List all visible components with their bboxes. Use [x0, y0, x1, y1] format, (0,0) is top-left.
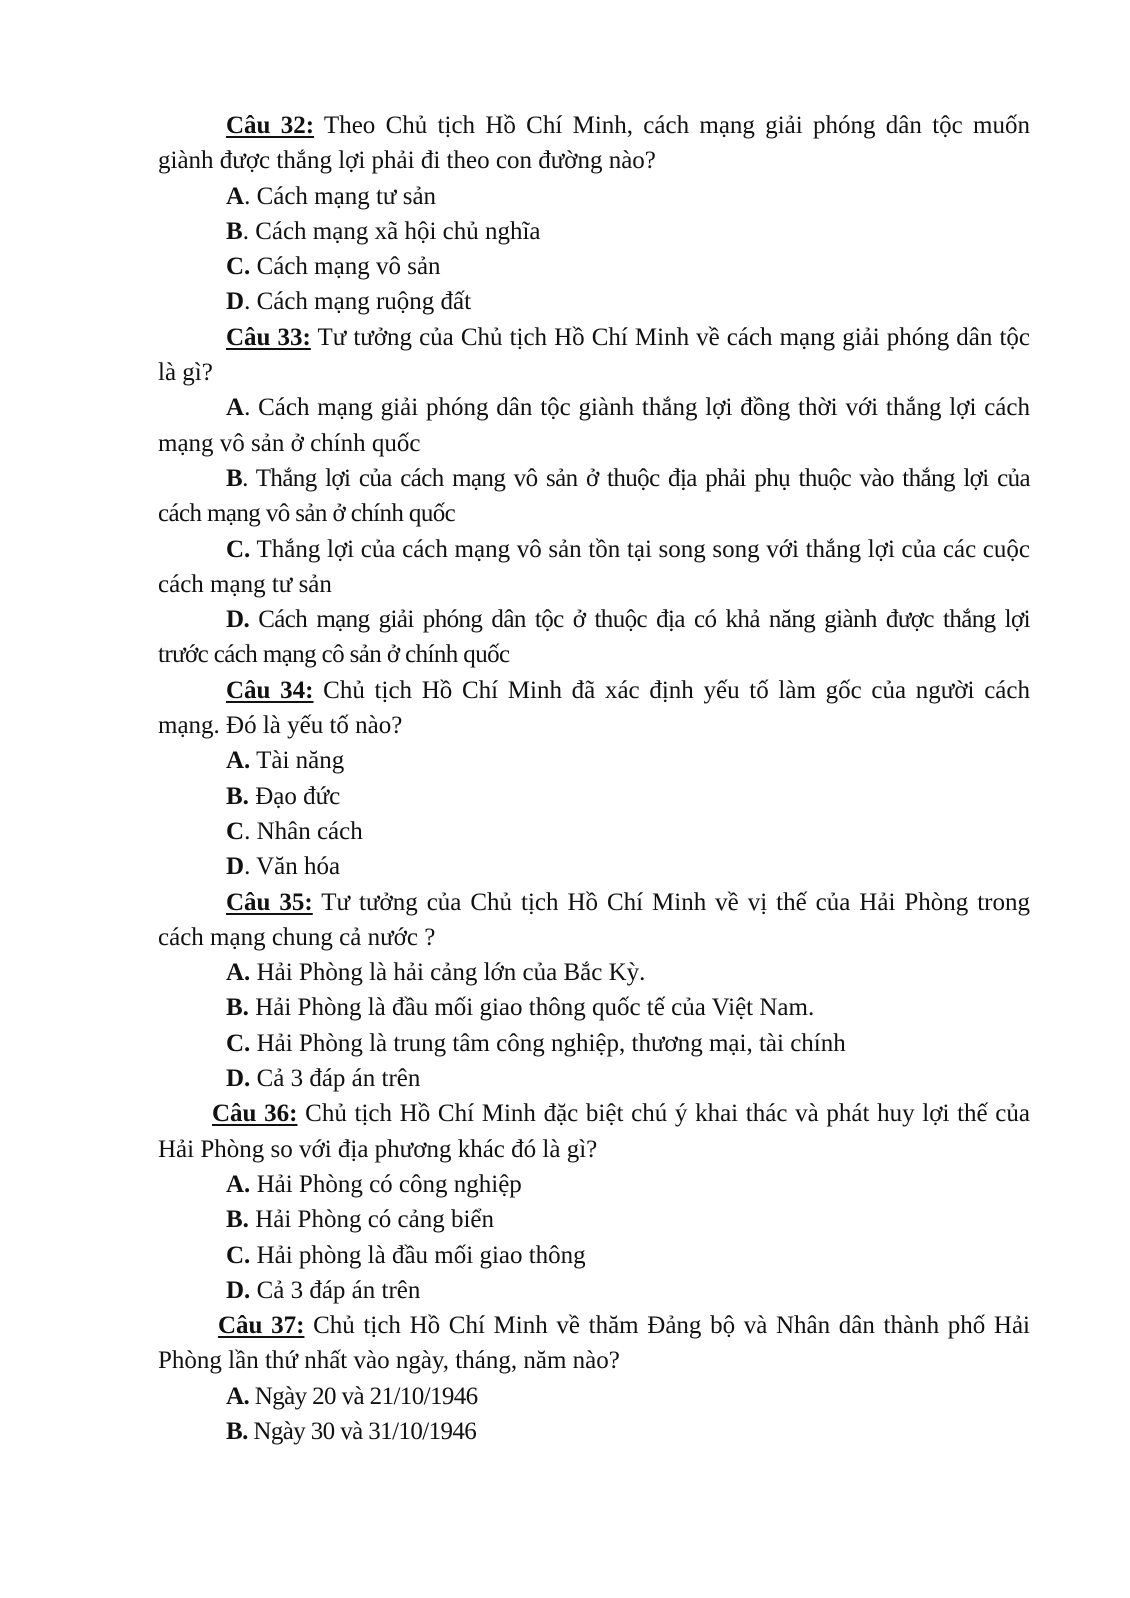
option-letter: C.	[226, 1029, 251, 1057]
answer-option-c	[158, 249, 1030, 284]
question-text: Chủ tịch Hồ Chí Minh đặc biệt chú ý khai thác và phát huy lợi thế của Hải Phòng so với địa phương khác đó là gì?	[158, 1100, 1030, 1163]
answer-option-b	[158, 1414, 1030, 1449]
question-32	[158, 108, 1030, 320]
option-text: . Văn hóa	[244, 853, 341, 881]
option-letter: B.	[226, 782, 249, 810]
question-stem	[158, 1096, 1030, 1167]
option-text: Ngày 30 và 31/10/1946	[247, 1417, 477, 1445]
question-label: Câu 35:	[226, 888, 313, 916]
answer-option-b	[158, 779, 1030, 814]
answer-option-b	[158, 214, 1030, 249]
question-text: Chủ tịch Hồ Chí Minh đã xác định yếu tố làm gốc của người cách mạng. Đó là yếu tố nào?	[158, 676, 1030, 740]
option-letter: A.	[226, 1170, 251, 1198]
question-text: Tư tưởng của Chủ tịch Hồ Chí Minh về cách mạng giải phóng dân tộc là gì?	[158, 323, 1030, 387]
option-text: . Cách mạng giải phóng dân tộc giành thắng lợi đồng thời với thắng lợi cách mạng vô sản ở chính quốc	[158, 394, 1030, 457]
option-text: Hải Phòng là hải cảng lớn của Bắc Kỳ.	[250, 959, 646, 987]
option-text: . Cách mạng tư sản	[244, 182, 437, 210]
option-text: . Cách mạng xã hội chủ nghĩa	[242, 217, 541, 245]
option-text: . Nhân cách	[244, 817, 363, 845]
answer-option-b	[158, 990, 1030, 1025]
answer-option-d	[158, 602, 1030, 673]
option-letter: D	[226, 288, 245, 316]
option-letter: A.	[226, 1382, 250, 1410]
answer-option-a	[158, 743, 1030, 778]
option-letter: B	[226, 464, 243, 492]
question-35	[158, 885, 1030, 1097]
question-stem	[158, 108, 1030, 179]
answer-option-a	[158, 179, 1030, 214]
option-letter: C.	[226, 1241, 251, 1269]
option-letter: A	[226, 394, 245, 422]
answer-option-a	[158, 1379, 1030, 1414]
option-letter: B	[226, 217, 243, 245]
answer-option-b	[158, 461, 1030, 532]
option-text: Hải phòng là đầu mối giao thông	[250, 1241, 586, 1269]
answer-option-d	[158, 284, 1030, 319]
question-text: Theo Chủ tịch Hồ Chí Minh, cách mạng giải phóng dân tộc muốn giành được thắng lợi phải đi theo con đường nào?	[158, 112, 1030, 175]
option-text: Đạo đức	[248, 782, 341, 810]
option-text: . Thắng lợi của cách mạng vô sản ở thuộc địa phải phụ thuộc vào thắng lợi của cách mạng vô sản ở chính quốc	[158, 464, 1030, 528]
question-label: Câu 36:	[212, 1100, 298, 1128]
question-33	[158, 320, 1030, 673]
option-text: Thắng lợi của cách mạng vô sản tồn tại song song với thắng lợi của các cuộc cách mạng tư sản	[158, 535, 1030, 598]
question-label: Câu 37:	[218, 1312, 305, 1340]
option-letter: B.	[226, 994, 249, 1022]
answer-option-c	[158, 814, 1030, 849]
answer-option-c	[158, 1026, 1030, 1061]
question-label: Câu 33:	[226, 323, 311, 351]
option-text: Ngày 20 và 21/10/1946	[249, 1382, 478, 1410]
option-text: Tài năng	[250, 747, 345, 775]
option-text: Cách mạng vô sản	[250, 253, 441, 281]
question-stem	[158, 320, 1030, 391]
option-letter: C.	[226, 535, 251, 563]
option-letter: D	[226, 853, 245, 881]
option-letter: D.	[226, 1276, 251, 1304]
option-letter: D.	[226, 1065, 251, 1093]
option-letter: A	[226, 182, 245, 210]
answer-option-b	[158, 1202, 1030, 1237]
option-text: Cả 3 đáp án trên	[250, 1065, 421, 1093]
option-text: Hải Phòng là đầu mối giao thông quốc tế của Việt Nam.	[248, 994, 815, 1022]
option-letter: C.	[226, 253, 251, 281]
option-text: . Cách mạng ruộng đất	[244, 288, 472, 316]
answer-option-d	[158, 849, 1030, 884]
option-letter: A.	[226, 959, 251, 987]
question-stem	[158, 885, 1030, 956]
question-stem	[158, 1308, 1030, 1379]
option-letter: C	[226, 817, 245, 845]
option-letter: D.	[226, 606, 250, 634]
answer-option-c	[158, 532, 1030, 603]
option-letter: B.	[226, 1206, 249, 1234]
question-label: Câu 34:	[226, 676, 314, 704]
answer-option-a	[158, 955, 1030, 990]
answer-option-c	[158, 1238, 1030, 1273]
option-text: Hải Phòng có công nghiệp	[250, 1170, 522, 1198]
option-text: Hải Phòng là trung tâm công nghiệp, thương mại, tài chính	[250, 1029, 846, 1057]
option-text: Cách mạng giải phóng dân tộc ở thuộc địa có khả năng giành được thắng lợi trước cách mạng cô sản ở chính quốc	[158, 606, 1030, 669]
option-letter: B.	[226, 1417, 248, 1445]
answer-option-a	[158, 1167, 1030, 1202]
question-36	[158, 1096, 1030, 1308]
question-text: Tư tưởng của Chủ tịch Hồ Chí Minh về vị thế của Hải Phòng trong cách mạng chung cả nước ?	[158, 888, 1030, 951]
option-letter: A.	[226, 747, 251, 775]
question-34	[158, 673, 1030, 885]
answer-option-a	[158, 390, 1030, 461]
question-stem	[158, 673, 1030, 744]
answer-option-d	[158, 1273, 1030, 1308]
document-page	[158, 108, 1030, 1449]
option-text: Hải Phòng có cảng biển	[248, 1206, 495, 1234]
question-label: Câu 32:	[226, 112, 315, 139]
question-text: Chủ tịch Hồ Chí Minh về thăm Đảng bộ và Nhân dân thành phố Hải Phòng lần thứ nhất vào ngày, tháng, năm nào?	[158, 1312, 1030, 1375]
answer-option-d	[158, 1061, 1030, 1096]
option-text: Cả 3 đáp án trên	[250, 1276, 421, 1304]
question-37	[158, 1308, 1030, 1449]
